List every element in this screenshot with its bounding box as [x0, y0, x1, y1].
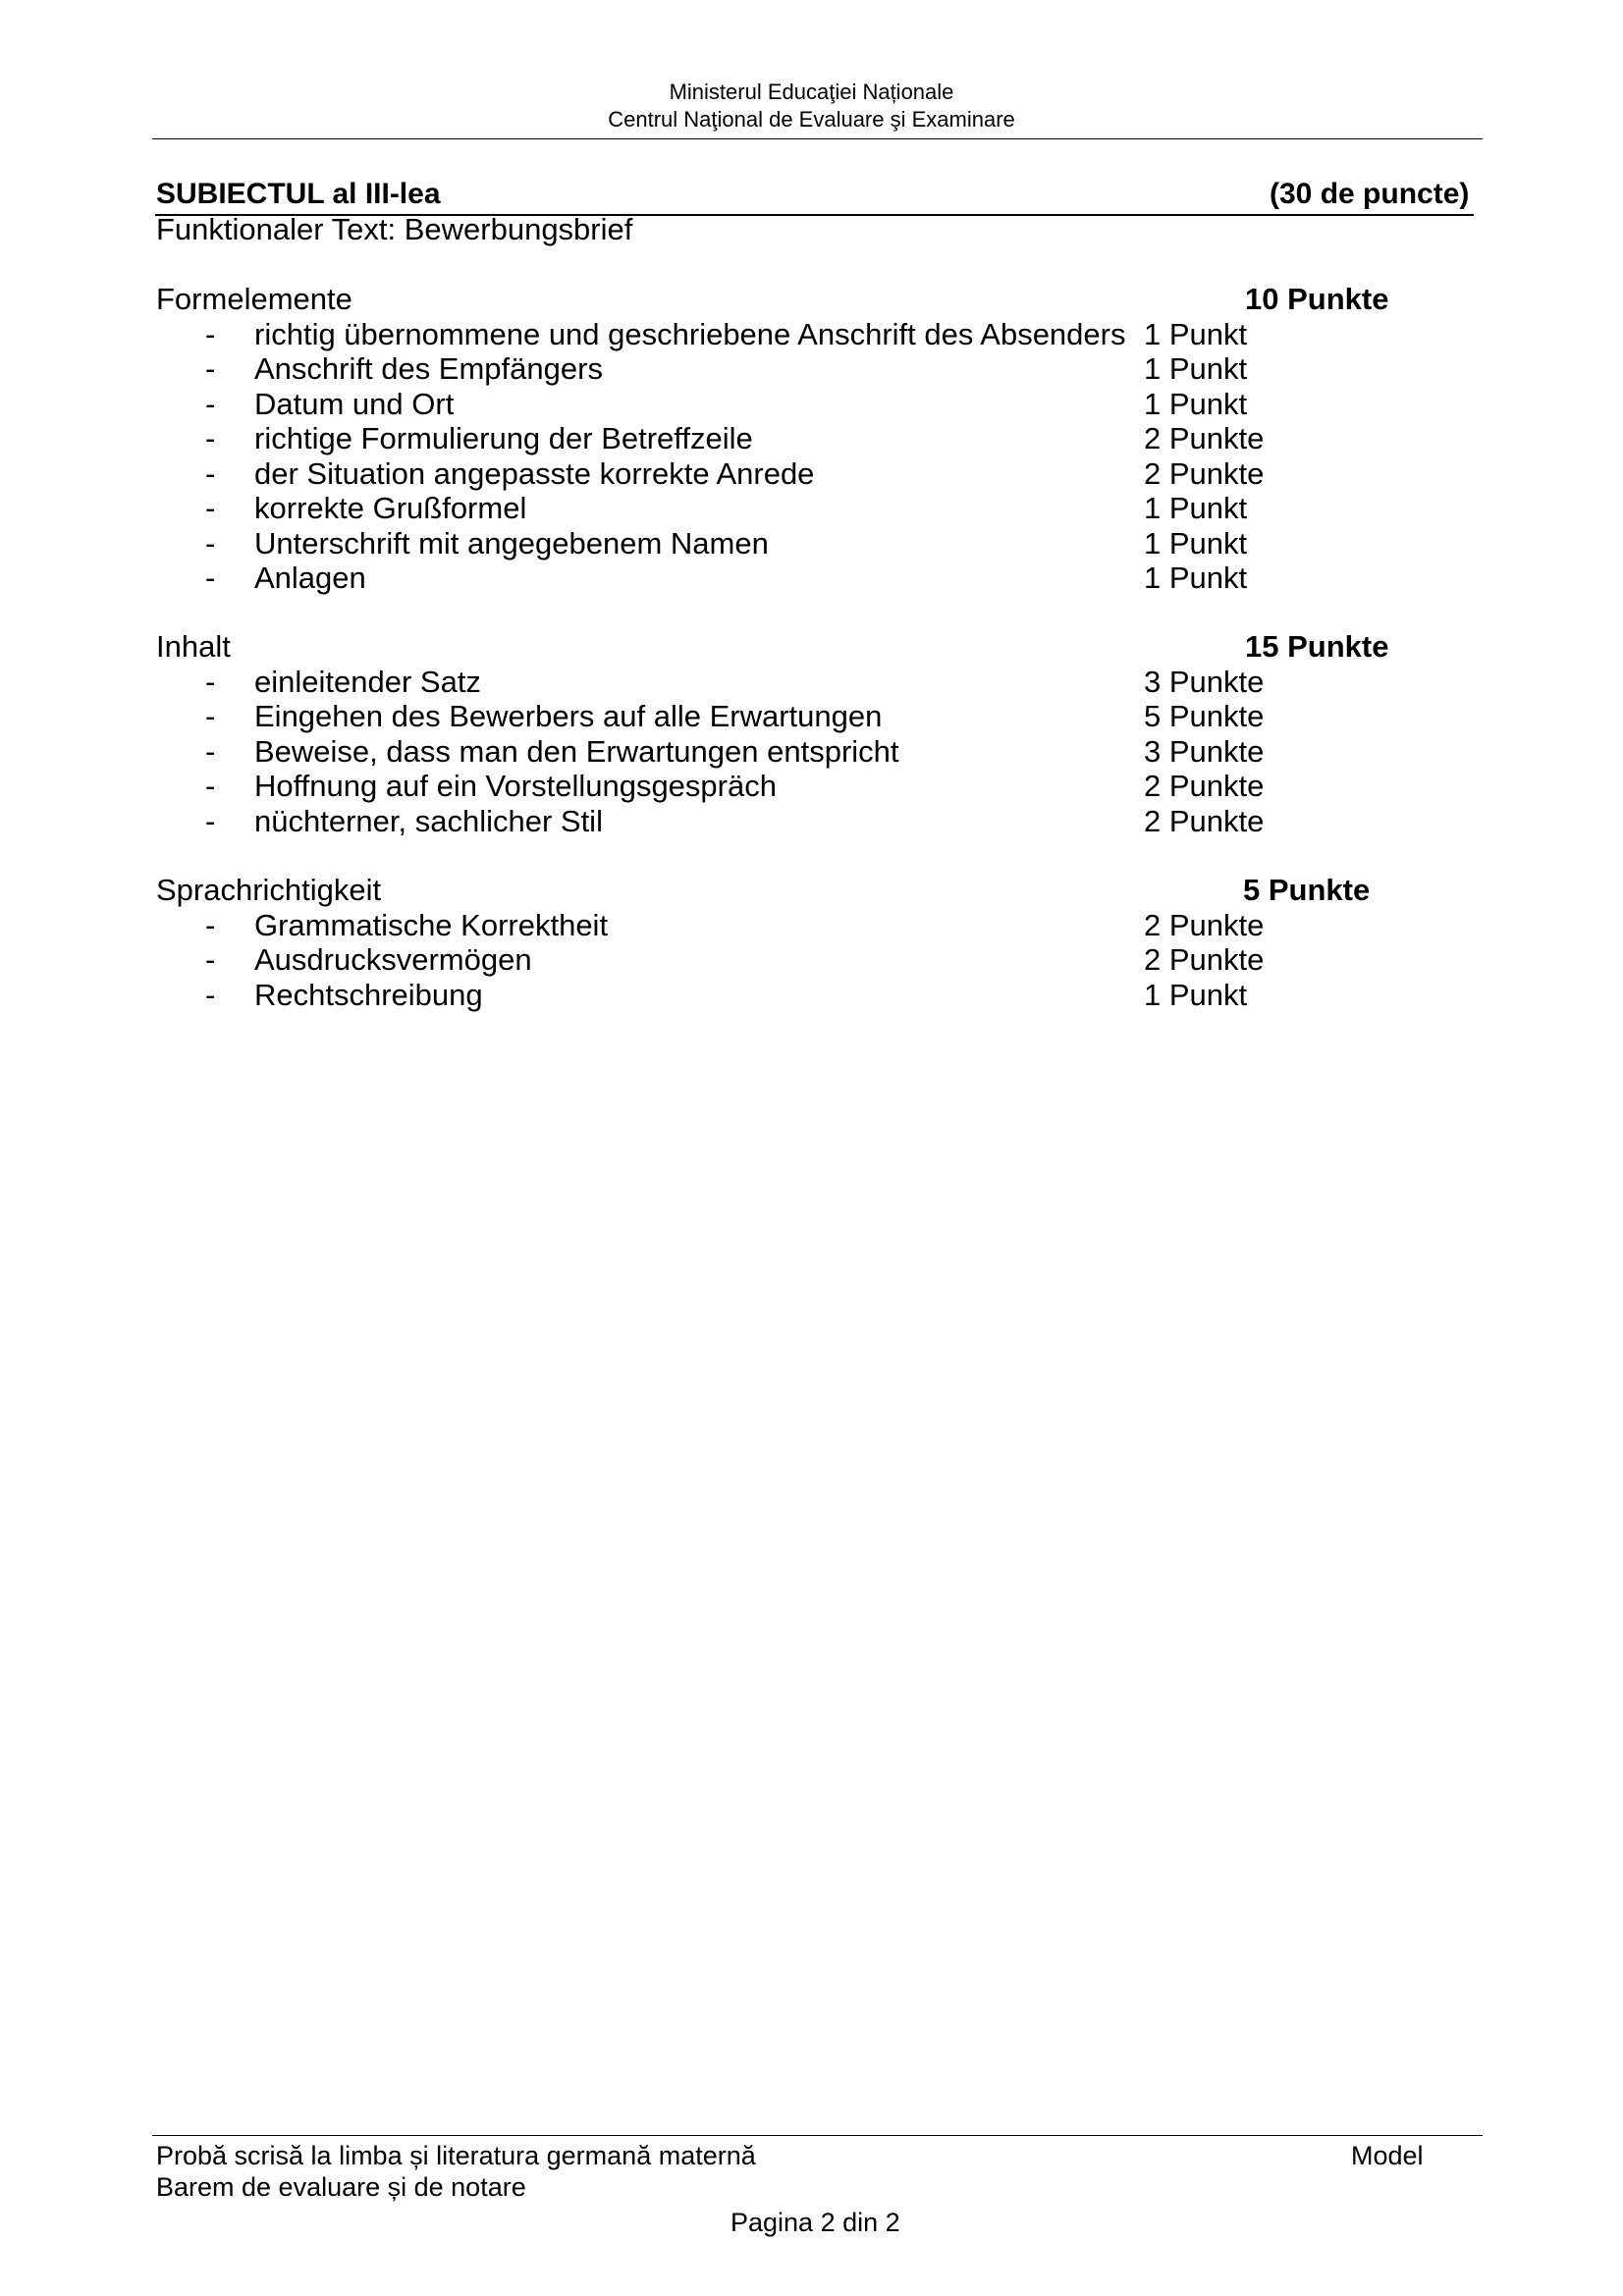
footer-barem: Barem de evaluare și de notare: [156, 2172, 526, 2202]
criterion-text: Rechtschreibung: [254, 978, 483, 1012]
bullet-dash: -: [205, 317, 216, 351]
section-name: Formelemente: [156, 282, 352, 316]
criterion-text: Unterschrift mit angegebenem Namen: [254, 526, 769, 561]
bullet-dash: -: [205, 942, 216, 977]
bullet-dash: -: [205, 421, 216, 455]
subject-points: (30 de puncte): [1270, 178, 1470, 210]
subject-title: SUBIECTUL al III-lea: [156, 178, 441, 210]
criterion-points: 2 Punkte: [1144, 456, 1265, 491]
footer-page-number: Pagina 2 din 2: [730, 2208, 900, 2237]
bullet-dash: -: [205, 769, 216, 803]
criterion-text: Beweise, dass man den Erwartungen entspricht: [254, 734, 899, 769]
bullet-dash: -: [205, 387, 216, 421]
center-name: Centrul Naţional de Evaluare şi Examinare: [608, 107, 1015, 132]
section-total-points: 10 Punkte: [1245, 282, 1389, 316]
section-total-points: 15 Punkte: [1245, 629, 1389, 664]
criterion-text: Hoffnung auf ein Vorstellungsgespräch: [254, 769, 777, 803]
criterion-text: Eingehen des Bewerbers auf alle Erwartungen: [254, 699, 883, 733]
bullet-dash: -: [205, 665, 216, 699]
bullet-dash: -: [205, 561, 216, 595]
criterion-text: nüchterner, sachlicher Stil: [254, 804, 603, 838]
criterion-points: 3 Punkte: [1144, 734, 1265, 769]
bullet-dash: -: [205, 804, 216, 838]
criterion-text: einleitender Satz: [254, 665, 481, 699]
criterion-points: 2 Punkte: [1144, 942, 1265, 977]
criterion-text: Datum und Ort: [254, 387, 455, 421]
criterion-text: Ausdrucksvermögen: [254, 942, 532, 977]
criterion-points: 2 Punkte: [1144, 421, 1265, 455]
bullet-dash: -: [205, 456, 216, 491]
criterion-points: 1 Punkt: [1144, 491, 1248, 525]
footer-divider: [152, 2135, 1483, 2136]
section-total-points: 5 Punkte: [1243, 873, 1371, 907]
criterion-points: 2 Punkte: [1144, 908, 1265, 942]
section-name: Sprachrichtigkeit: [156, 873, 382, 907]
bullet-dash: -: [205, 491, 216, 525]
criterion-points: 5 Punkte: [1144, 699, 1265, 733]
criterion-points: 1 Punkt: [1144, 351, 1248, 386]
bullet-dash: -: [205, 734, 216, 769]
criterion-points: 1 Punkt: [1144, 387, 1248, 421]
footer-exam: Probă scrisă la limba și literatura germană maternă: [156, 2141, 756, 2170]
criterion-text: korrekte Grußformel: [254, 491, 527, 525]
section-name: Inhalt: [156, 629, 231, 664]
bullet-dash: -: [205, 526, 216, 561]
criterion-text: der Situation angepasste korrekte Anrede: [254, 456, 815, 491]
bullet-dash: -: [205, 699, 216, 733]
bullet-dash: -: [205, 351, 216, 386]
criterion-text: richtige Formulierung der Betreffzeile: [254, 421, 753, 455]
bullet-dash: -: [205, 978, 216, 1012]
ministry-name: Ministerul Educaţiei Naționale: [669, 80, 954, 104]
subject-subtitle: Funktionaler Text: Bewerbungsbrief: [156, 212, 633, 246]
header-divider: [152, 138, 1483, 139]
criterion-text: Anschrift des Empfängers: [254, 351, 603, 386]
criterion-points: 2 Punkte: [1144, 769, 1265, 803]
criterion-points: 1 Punkt: [1144, 526, 1248, 561]
criterion-points: 1 Punkt: [1144, 317, 1248, 351]
bullet-dash: -: [205, 908, 216, 942]
criterion-points: 2 Punkte: [1144, 804, 1265, 838]
criterion-text: richtig übernommene und geschriebene Anschrift des Absenders: [254, 317, 1126, 351]
criterion-points: 3 Punkte: [1144, 665, 1265, 699]
criterion-points: 1 Punkt: [1144, 978, 1248, 1012]
footer-model: Model: [1351, 2141, 1424, 2170]
criterion-text: Grammatische Korrektheit: [254, 908, 609, 942]
criterion-points: 1 Punkt: [1144, 561, 1248, 595]
criterion-text: Anlagen: [254, 561, 366, 595]
